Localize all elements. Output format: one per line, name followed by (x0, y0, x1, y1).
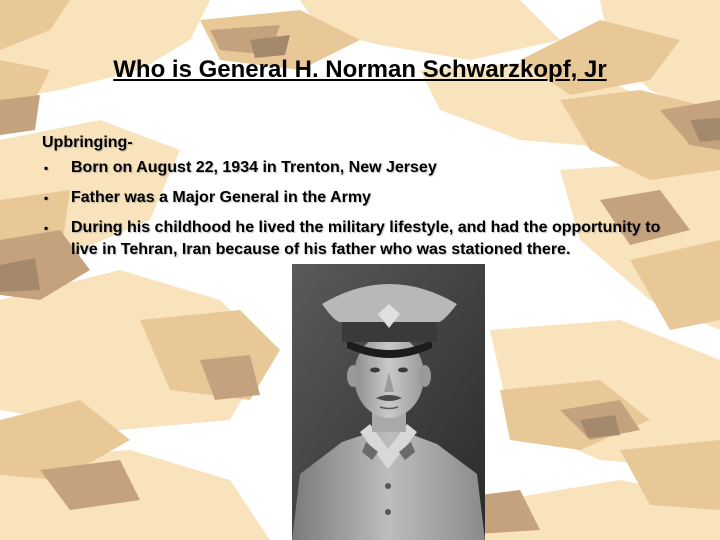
eye (370, 368, 380, 373)
ear (419, 365, 431, 387)
camo-patch (0, 95, 40, 135)
bullet-list (42, 157, 682, 261)
bullet-item (42, 157, 682, 179)
bullet-text: Father was a Major General in the Army (71, 189, 371, 206)
eye (398, 368, 408, 373)
uniform-button (385, 509, 391, 515)
portrait-photo (292, 264, 485, 540)
square-bullet-icon: ▪ (44, 191, 49, 205)
square-bullet-icon: ▪ (44, 161, 49, 175)
bullet-item (42, 187, 682, 209)
slide-content (42, 132, 682, 269)
bullet-item (42, 217, 682, 261)
uniform-button (385, 483, 391, 489)
bullet-text: During his childhood he lived the military lifestyle, and had the opportunity to live in Tehran, Iran because of his father who was stationed there. (71, 219, 661, 258)
slide-title: Who is General H. Norman Schwarzkopf, Jr (113, 56, 607, 83)
square-bullet-icon: ▪ (44, 221, 49, 235)
bullet-text: Born on August 22, 1934 in Trenton, New Jersey (71, 159, 437, 176)
section-heading: Upbringing- (42, 134, 133, 151)
ear (347, 365, 359, 387)
